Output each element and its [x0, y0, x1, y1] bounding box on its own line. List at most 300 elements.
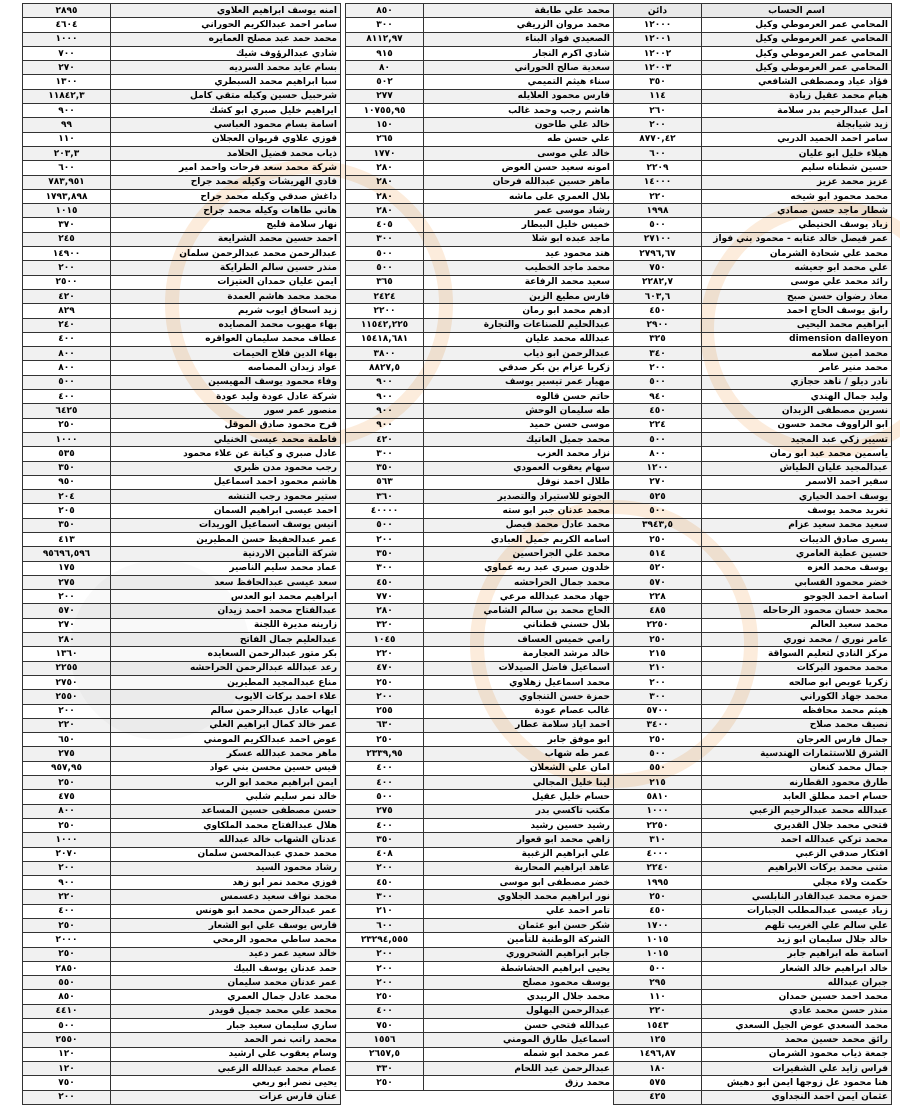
credit-amount: ٦٠٣,٦ — [614, 289, 702, 303]
table-row — [346, 375, 614, 389]
credit-amount: ٥٦٣ — [346, 475, 424, 489]
credit-amount: ١٥٥٦ — [346, 1033, 424, 1047]
table-row — [614, 547, 892, 561]
table-row — [614, 404, 892, 418]
table-row — [346, 547, 614, 561]
table-row — [614, 532, 892, 546]
credit-amount: ٧٥٠ — [23, 1076, 111, 1090]
credit-amount: ٢٥٠ — [614, 890, 702, 904]
table-row — [346, 118, 614, 132]
account-name: خالد جلال سليمان ابو زيد — [702, 933, 892, 947]
account-name: يسرى صادق الذيبات — [702, 532, 892, 546]
table-row — [23, 332, 341, 346]
account-name: رجب محمود مدن ظبري — [111, 461, 341, 475]
table-row — [346, 518, 614, 532]
credit-amount: ١٠٧٥٥,٩٥ — [346, 104, 424, 118]
table-row — [346, 204, 614, 218]
table-row — [346, 490, 614, 504]
table-row — [614, 1019, 892, 1033]
account-name: محمد ماجد الخطيب — [424, 261, 614, 275]
credit-amount: ١٠١٥ — [614, 933, 702, 947]
table-row — [346, 447, 614, 461]
credit-amount: ١٧٠٠ — [614, 919, 702, 933]
table-row — [346, 747, 614, 761]
account-name: فؤاد عياد ومصطفى الشافعي — [702, 75, 892, 89]
account-name: شادي عبدالرؤوف شيك — [111, 46, 341, 60]
table-row — [614, 161, 892, 175]
account-name: طلال احمد نوفل — [424, 475, 614, 489]
credit-amount: ٧٧٠ — [346, 590, 424, 604]
credit-amount: ٢٥٥ — [346, 704, 424, 718]
credit-amount: ٢٠٠ — [346, 532, 424, 546]
table-row — [346, 1004, 614, 1018]
table-row — [23, 275, 341, 289]
credit-amount: ١٤٩٠٠ — [23, 247, 111, 261]
credit-amount: ١٧٩٣,٨٩٨ — [23, 189, 111, 203]
credit-amount: ٥٧٠ — [23, 604, 111, 618]
credit-amount: ٣٠٠ — [346, 447, 424, 461]
account-name: خالد مرشد العجارمة — [424, 647, 614, 661]
account-name: الشرق للاستثمارات الهندسية — [702, 747, 892, 761]
account-name: ابو موفق جابر — [424, 733, 614, 747]
credit-amount: ٩٠٠ — [346, 390, 424, 404]
table-row — [614, 32, 892, 46]
table-row — [23, 904, 341, 918]
credit-amount: ٢٥٠ — [23, 947, 111, 961]
credit-amount: ٩٥٦٩٦,٥٩٦ — [23, 547, 111, 561]
credit-amount: ٢٥٠ — [346, 733, 424, 747]
table-row — [614, 204, 892, 218]
table-row — [614, 961, 892, 975]
credit-amount: ٨٠٠ — [23, 804, 111, 818]
table-row — [346, 247, 614, 261]
account-name: يحيى نصر ابو ربعي — [111, 1076, 341, 1090]
account-name: اسامة طه ابراهيم جابر — [702, 947, 892, 961]
account-name: محمد علي الجراحسين — [424, 547, 614, 561]
account-name: شركة التأمين الاردنية — [111, 547, 341, 561]
table-row — [23, 833, 341, 847]
account-name: محمد علي محمد جميل قويدر — [111, 1004, 341, 1018]
table-row — [614, 561, 892, 575]
account-name: ابو الراووف محمد حسون — [702, 418, 892, 432]
account-name: ابراهيم محمد اليحيى — [702, 318, 892, 332]
credit-amount: ٢٠٧٠ — [23, 847, 111, 861]
account-name: نسرين مصطفى الزبدان — [702, 404, 892, 418]
account-name: رشاد محمود السيد — [111, 861, 341, 875]
account-name: هاني طاهات وكيله محمد جراح — [111, 204, 341, 218]
credit-amount: ٢٦٥ — [346, 132, 424, 146]
table-row — [346, 1047, 614, 1061]
table-row — [23, 232, 341, 246]
account-name: يوسف محمود مصلح — [424, 976, 614, 990]
credit-amount: ٩٠٠ — [23, 104, 111, 118]
account-name: عمر عبدالحفيظ حسن المطيرين — [111, 532, 341, 546]
table-row — [346, 1019, 614, 1033]
account-name: زياد يوسف الحنيطي — [702, 218, 892, 232]
account-name: خميس خليل البيطار — [424, 218, 614, 232]
table-row — [614, 275, 892, 289]
credit-amount: ٥١٤ — [614, 547, 702, 561]
account-name: سهام يعقوب العمودي — [424, 461, 614, 475]
account-name: زاهي محمد ابو قعوار — [424, 833, 614, 847]
account-name: بهاء الدين فلاح الحيمات — [111, 347, 341, 361]
credit-amount: ٢٢٠ — [23, 890, 111, 904]
account-name: عبدالله محمد عبدالرحيم الزعبي — [702, 804, 892, 818]
account-name: dimension dalleyon — [702, 332, 892, 346]
table-row — [346, 590, 614, 604]
account-name: موسى حسن حميد — [424, 418, 614, 432]
account-name: اسامة احمد الجوجو — [702, 590, 892, 604]
table-row — [346, 275, 614, 289]
credit-amount: ٢٥٠ — [23, 418, 111, 432]
table-row — [346, 418, 614, 432]
account-name: خالد سعيد عمر دعيد — [111, 947, 341, 961]
account-name: قيس حسين محسن بني عواد — [111, 761, 341, 775]
account-name: خضر محمود القسابي — [702, 575, 892, 589]
credit-amount: ٥٠٠ — [614, 432, 702, 446]
credit-amount: ٨٠ — [346, 61, 424, 75]
table-row — [346, 390, 614, 404]
table-row — [614, 575, 892, 589]
table-row — [614, 304, 892, 318]
account-name: رشيد حسين رشيد — [424, 818, 614, 832]
account-name: غالب عصام عودة — [424, 704, 614, 718]
account-name: طه سليمان الوحش — [424, 404, 614, 418]
credit-amount: ٢٥٠ — [346, 990, 424, 1004]
table-row — [23, 747, 341, 761]
table-row — [346, 475, 614, 489]
account-name: محمد حمد عبد مصلح العمايره — [111, 32, 341, 46]
table-row — [23, 647, 341, 661]
credit-amount: ٤٠٠ — [346, 818, 424, 832]
table-row — [23, 89, 341, 103]
credit-amount: ٣٢٥ — [614, 332, 702, 346]
table-row — [346, 890, 614, 904]
account-name: سفير احمد الاسمر — [702, 475, 892, 489]
credit-amount: ٥٠٠ — [614, 747, 702, 761]
account-name: خالد نمر سليم شلبي — [111, 790, 341, 804]
credit-amount: ٢٥٠ — [614, 733, 702, 747]
table-row — [614, 976, 892, 990]
account-name: عبدالفتاح محمد احمد زيدان — [111, 604, 341, 618]
credit-amount: ٣٩٤٣,٥ — [614, 518, 702, 532]
credit-amount: ٩٠٠ — [23, 876, 111, 890]
table-row — [614, 1004, 892, 1018]
account-name: امونه سعيد حسن العوض — [424, 161, 614, 175]
account-name: حسن مصطفى حسين المساعد — [111, 804, 341, 818]
credit-amount: ٣٠٠ — [614, 690, 702, 704]
credit-amount: ٤٨٥ — [614, 604, 702, 618]
table-row — [346, 933, 614, 947]
account-name: الحاج محمد بن سالم الشامي — [424, 604, 614, 618]
credit-amount: ١٧٥ — [23, 561, 111, 575]
account-name: ايهاب عادل عبدالرحمن سالم — [111, 704, 341, 718]
account-name: علي سالم علي الغريب تلهم — [702, 919, 892, 933]
account-name: محمد مروان الزريقي — [424, 18, 614, 32]
table-row — [23, 189, 341, 203]
credit-amount: ٤٥٠ — [614, 304, 702, 318]
table-row — [23, 704, 341, 718]
table-row — [23, 976, 341, 990]
account-name: رشاد موسى عمر — [424, 204, 614, 218]
table-row — [614, 46, 892, 60]
account-name: تغريد محمد يوسف — [702, 504, 892, 518]
table-row — [614, 146, 892, 160]
credit-amount: ٤٠٠ — [346, 776, 424, 790]
credit-amount: ٢٠٣,٣ — [23, 146, 111, 160]
table-row — [346, 776, 614, 790]
account-name: محمد اسماعيل زهلاوي — [424, 675, 614, 689]
table-row — [614, 618, 892, 632]
account-name: محمد السعدي عوض الجيل السعدي — [702, 1019, 892, 1033]
account-name: ساري سليمان سعيد جبار — [111, 1019, 341, 1033]
account-name: عنان فارس عزات — [111, 1090, 341, 1104]
table-row — [614, 675, 892, 689]
credit-amount: ٢٧٠ — [614, 475, 702, 489]
account-name: حمزة حسن التنجاوي — [424, 690, 614, 704]
account-name: شطار ماجد حسن صمادي — [702, 204, 892, 218]
account-name: محمد محمود البركات — [702, 661, 892, 675]
credit-amount: ٤٥٠ — [346, 575, 424, 589]
accounts-table — [613, 3, 892, 1105]
credit-amount: ٨٥٠ — [23, 990, 111, 1004]
credit-amount: ٢٠٠ — [23, 1090, 111, 1104]
table-row — [614, 189, 892, 203]
credit-amount: ٢٢٥٠ — [614, 818, 702, 832]
table-row — [346, 904, 614, 918]
account-name: شادي اكرم النجار — [424, 46, 614, 60]
credit-amount: ٢٧٥ — [23, 575, 111, 589]
table-row — [346, 46, 614, 60]
account-name: شركة محمد سعد فرحات واحمد امير — [111, 161, 341, 175]
table-row — [614, 232, 892, 246]
table-row — [346, 461, 614, 475]
account-name: المحامي عمر العرموطي وكيل — [702, 46, 892, 60]
credit-amount: ٢٥٠ — [23, 818, 111, 832]
credit-amount: ٤٢٠ — [23, 289, 111, 303]
credit-amount: ١٢٠٠٠ — [614, 18, 702, 32]
table-row — [614, 1076, 892, 1090]
credit-amount: ١١٤ — [614, 89, 702, 103]
account-name: فاطمة محمد عيسى الخنيلي — [111, 432, 341, 446]
account-name: حسام خليل عقيل — [424, 790, 614, 804]
credit-amount: ٢٨٠ — [346, 204, 424, 218]
account-name: اسماعيل فاضل الصيدلات — [424, 661, 614, 675]
credit-amount: ٤٢٠ — [346, 432, 424, 446]
table-row — [614, 289, 892, 303]
table-row — [614, 647, 892, 661]
credit-amount: ٣١٠ — [614, 833, 702, 847]
credit-amount: ٣٤٠٠ — [614, 718, 702, 732]
account-name: وسام يعقوب علي ارشيد — [111, 1047, 341, 1061]
account-name: زارينه مديرة اللجنة — [111, 618, 341, 632]
credit-amount: ٢٢٠ — [23, 718, 111, 732]
table-row — [346, 18, 614, 32]
table-row — [614, 61, 892, 75]
credit-amount: ٤٥٠ — [346, 876, 424, 890]
credit-amount: ٢١٥ — [614, 776, 702, 790]
credit-amount: ٧٥٠ — [614, 261, 702, 275]
account-name: معاذ رضوان حسن صبح — [702, 289, 892, 303]
credit-amount: ١٩٩٨ — [614, 204, 702, 218]
account-name: حاتم حسن قالوه — [424, 390, 614, 404]
account-name: نور ابراهيم محمد الجلاوي — [424, 890, 614, 904]
account-name: طارق محمود القطارنه — [702, 776, 892, 790]
account-name: عمر محمد ابو شمله — [424, 1047, 614, 1061]
account-name: عمر عدنان محمد سليمان — [111, 976, 341, 990]
account-name: مهيار عمر تيسير يوسف — [424, 375, 614, 389]
credit-amount: ٢٠٠ — [23, 861, 111, 875]
table-row — [346, 675, 614, 689]
table-header — [614, 4, 892, 18]
credit-amount: ١٠١٥ — [614, 947, 702, 961]
table-row — [23, 32, 341, 46]
accounts-table — [22, 3, 341, 1105]
credit-amount: ٥٢٠ — [614, 561, 702, 575]
account-name: عزيز محمد عزيز — [702, 175, 892, 189]
credit-amount: ٤٦٠٤ — [23, 18, 111, 32]
credit-amount: ٢٢٥٠ — [614, 618, 702, 632]
table-row — [614, 990, 892, 1004]
table-row — [346, 261, 614, 275]
credit-amount: ٢٢٥٥ — [23, 661, 111, 675]
account-name: زكريا عزام بن بكر صدقي — [424, 361, 614, 375]
table-row — [614, 432, 892, 446]
account-name: رابق يوسف الحاج احمد — [702, 304, 892, 318]
table-row — [614, 919, 892, 933]
table-row — [346, 718, 614, 732]
account-name: احمد اياد سلامة عطار — [424, 718, 614, 732]
table-row — [23, 261, 341, 275]
account-name: منصور عمر سور — [111, 404, 341, 418]
credit-amount: ٢٠٠ — [346, 861, 424, 875]
table-row — [346, 733, 614, 747]
table-row — [614, 890, 892, 904]
credit-amount: ١٩٩٥ — [614, 876, 702, 890]
credit-amount: ٤٤١٠ — [23, 1004, 111, 1018]
credit-amount: ٢٢٨٢,٧ — [614, 275, 702, 289]
table-row — [614, 833, 892, 847]
credit-amount: ٢٦٥٧,٥ — [346, 1047, 424, 1061]
account-name: ايراهيم خليل صبري ابو كشك — [111, 104, 341, 118]
account-name: محمد حمدي عبدالمحسن سلمان — [111, 847, 341, 861]
table-row — [614, 861, 892, 875]
credit-amount: ٦٠٠ — [23, 161, 111, 175]
table-row — [614, 461, 892, 475]
account-name: عبدالمجيد عليان الطياش — [702, 461, 892, 475]
credit-amount: ٦٠٠ — [614, 146, 702, 160]
credit-amount: ٤٠٠ — [346, 761, 424, 775]
account-name: حسين عطية العامري — [702, 547, 892, 561]
credit-amount: ٨٧٧٠,٤٢ — [614, 132, 702, 146]
account-name: سامر احمد عبدالكريم الحوراني — [111, 18, 341, 32]
credit-amount: ٣٠٠ — [346, 18, 424, 32]
credit-amount: ٥٠٠ — [23, 1019, 111, 1033]
credit-amount: ٩١٥ — [346, 46, 424, 60]
table-row — [614, 318, 892, 332]
account-name: شكر حسن ابو عثمان — [424, 919, 614, 933]
table-row — [346, 761, 614, 775]
table-row — [23, 733, 341, 747]
table-row — [346, 704, 614, 718]
credit-amount: ٢٧٠ — [23, 61, 111, 75]
credit-amount: ٣٥٠ — [346, 547, 424, 561]
account-name: ادهم محمد ابو رمان — [424, 304, 614, 318]
account-name: محمد جمال الحراحشه — [424, 575, 614, 589]
account-name: عبدالرحمن محمد عبدالرحمن سلمان — [111, 247, 341, 261]
credit-amount: ١١٥٤٢,٢٢٥ — [346, 318, 424, 332]
credit-amount: ٢٩٥ — [614, 976, 702, 990]
credit-amount: ٢٨٠ — [23, 633, 111, 647]
credit-amount: ٢٠٠ — [23, 261, 111, 275]
table-row — [23, 590, 341, 604]
credit-amount: ١٠٠٠ — [614, 804, 702, 818]
table-row — [346, 432, 614, 446]
account-name: امان علي الشعلان — [424, 761, 614, 775]
table-row — [614, 89, 892, 103]
credit-amount: ٢٠٠ — [614, 118, 702, 132]
table-row — [23, 146, 341, 160]
credit-amount: ٩٠٠ — [346, 375, 424, 389]
account-name: احمد عيسى ابراهيم السمان — [111, 504, 341, 518]
table-row — [23, 504, 341, 518]
credit-amount: ١٢٠٠ — [614, 461, 702, 475]
table-row — [614, 590, 892, 604]
table-row — [346, 504, 614, 518]
table-row — [614, 633, 892, 647]
table-row — [23, 318, 341, 332]
table-row — [346, 690, 614, 704]
account-name: ابراهيم محمد ابو العدس — [111, 590, 341, 604]
credit-amount: ٢٥٥٠ — [23, 690, 111, 704]
credit-amount: ٢١٠ — [346, 904, 424, 918]
table-row — [614, 947, 892, 961]
table-row — [346, 304, 614, 318]
credit-amount: ١٣٠٠ — [23, 75, 111, 89]
credit-amount: ٥٠٠ — [346, 261, 424, 275]
table-row — [614, 804, 892, 818]
account-name: خالد علي طاحون — [424, 118, 614, 132]
account-name: عوض احمد عبدالكريم المومني — [111, 733, 341, 747]
credit-amount: ١٤٩٦,٨٧ — [614, 1047, 702, 1061]
credit-amount: ٢٠٠٠ — [23, 933, 111, 947]
credit-amount: ٥٥٠ — [23, 976, 111, 990]
credit-amount: ٢٠٥ — [23, 504, 111, 518]
table-row — [23, 1090, 341, 1104]
credit-amount: ١٠٠٠ — [23, 833, 111, 847]
credit-amount: ٨٨٢٧,٥ — [346, 361, 424, 375]
table-row — [23, 618, 341, 632]
account-name: المحامي عمر العرموطي وكيل — [702, 32, 892, 46]
credit-amount: ٣٠٠ — [346, 232, 424, 246]
account-name: منذر حسن محمد عادي — [702, 1004, 892, 1018]
ledger-column-right — [613, 3, 892, 1105]
credit-amount: ١٥٠ — [346, 118, 424, 132]
table-row — [23, 633, 341, 647]
account-name: وفاء محمود يوسف المهيسين — [111, 375, 341, 389]
table-row — [23, 161, 341, 175]
account-name: خلدون صبري عبد ربه عماوي — [424, 561, 614, 575]
account-name: بسام عايد محمد السرديه — [111, 61, 341, 75]
credit-amount: ٢٧٧ — [346, 89, 424, 103]
credit-amount: ٥٢٥ — [614, 490, 702, 504]
account-name: ماهر حسين عبدالله فرحان — [424, 175, 614, 189]
credit-amount: ٢٧٥٠ — [23, 675, 111, 689]
credit-amount: ١٠١٥ — [23, 204, 111, 218]
account-name: بلال العمري على ماشه — [424, 189, 614, 203]
account-name: يوسف محمد العزه — [702, 561, 892, 575]
account-name: بهاء مهيوب محمد المصايده — [111, 318, 341, 332]
